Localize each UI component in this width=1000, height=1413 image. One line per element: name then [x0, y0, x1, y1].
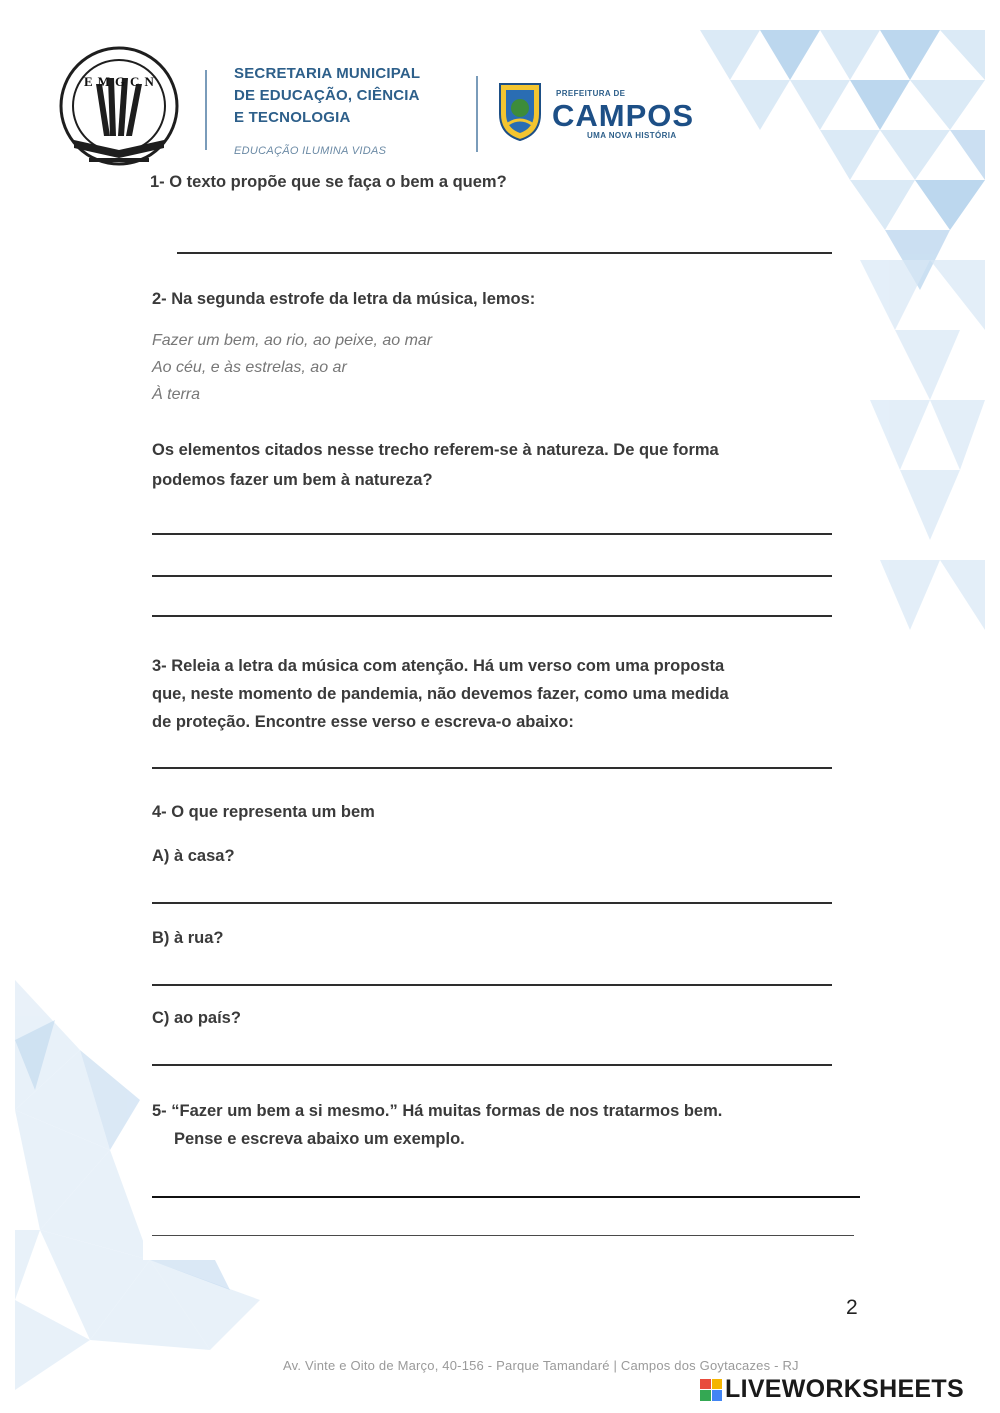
school-seal-logo	[44, 44, 194, 174]
lyric-line-1: Fazer um bem, ao rio, ao peixe, ao mar	[152, 332, 433, 349]
answer-line-5b[interactable]	[152, 1235, 854, 1236]
lyric-line-3: À terra	[152, 386, 201, 403]
question-3-line-3: de proteção. Encontre esse verso e escreva-o abaixo:	[152, 713, 574, 731]
liveworksheets-text: LIVEWORKSHEETS	[725, 1375, 964, 1403]
question-2-intro: 2- Na segunda estrofe da letra da música, lemos:	[152, 290, 536, 308]
city-name: CAMPOS	[552, 98, 695, 133]
lyric-line-2: Ao céu, e às estrelas, ao ar	[152, 359, 347, 376]
answer-box-5	[143, 1160, 873, 1260]
secretaria-line-1: SECRETARIA MUNICIPAL	[234, 65, 421, 82]
question-4c: C) ao país?	[152, 1009, 241, 1027]
page-number: 2	[846, 1296, 858, 1319]
header-divider	[205, 70, 207, 150]
answer-line-2c[interactable]	[152, 615, 832, 617]
city-slogan: UMA NOVA HISTÓRIA	[587, 131, 677, 140]
answer-line-2b[interactable]	[152, 575, 832, 577]
header-divider-2	[476, 76, 478, 152]
secretaria-line-3: E TECNOLOGIA	[234, 109, 351, 126]
question-4a: A) à casa?	[152, 847, 235, 865]
question-1: 1- O texto propõe que se faça o bem a quem?	[150, 173, 507, 191]
question-3-line-2: que, neste momento de pandemia, não devemos fazer, como uma medida	[152, 685, 729, 703]
question-3-line-1: 3- Releia a letra da música com atenção. Há um verso com uma proposta	[152, 657, 725, 675]
answer-line-5a[interactable]	[152, 1196, 860, 1198]
answer-line-4b[interactable]	[152, 984, 832, 986]
question-2-line-1: Os elementos citados nesse trecho referem-se à natureza. De que forma	[152, 441, 719, 459]
answer-line-3[interactable]	[152, 767, 832, 769]
question-5-line-1: 5- “Fazer um bem a si mesmo.” Há muitas formas de nos tratarmos bem.	[152, 1102, 723, 1120]
answer-line-4a[interactable]	[152, 902, 832, 904]
liveworksheets-icon	[700, 1379, 722, 1401]
footer-address: Av. Vinte e Oito de Março, 40-156 - Parque Tamandaré | Campos dos Goytacazes - RJ	[283, 1358, 799, 1373]
liveworksheets-watermark	[700, 1375, 964, 1404]
question-4: 4- O que representa um bem	[152, 803, 375, 821]
answer-box-1	[145, 205, 840, 265]
answer-line-2a[interactable]	[152, 533, 832, 535]
secretaria-tagline: EDUCAÇÃO ILUMINA VIDAS	[234, 145, 387, 157]
answer-line-1[interactable]	[177, 252, 832, 254]
secretaria-line-2: DE EDUCAÇÃO, CIÊNCIA	[234, 87, 420, 104]
question-2-line-2: podemos fazer um bem à natureza?	[152, 471, 433, 489]
secretaria-block	[234, 63, 464, 157]
question-4b: B) à rua?	[152, 929, 224, 947]
answer-line-4c[interactable]	[152, 1064, 832, 1066]
seal-letters: EMGCN	[84, 74, 159, 89]
prefeitura-label: PREFEITURA DE	[556, 89, 626, 98]
campos-coat-of-arms-icon	[494, 80, 546, 142]
question-5-line-2: Pense e escreva abaixo um exemplo.	[174, 1130, 465, 1148]
